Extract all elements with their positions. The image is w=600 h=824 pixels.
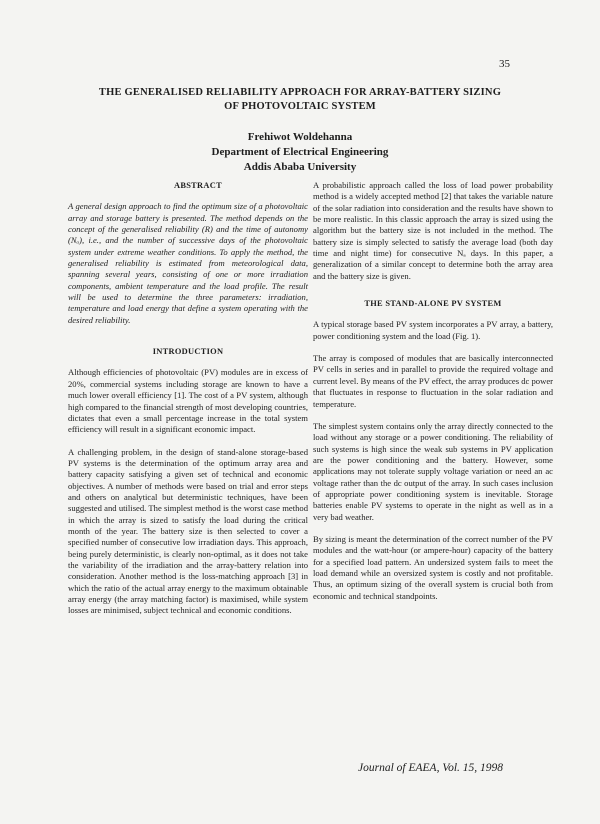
right-column — [313, 180, 553, 613]
introduction-paragraph-1: Although efficiencies of photovoltaic (PV) modules are in excess of 20%, commercial systems including storage are known to have a much lower overall efficiency [1]. The cost of a PV system, although high compared to the financial strength of most developing countries, dictates that even a small percentage increase in the total system efficiency will result in a significant economic impact. — [68, 367, 308, 435]
author-department: Department of Electrical Engineering — [211, 146, 389, 158]
standalone-paragraph-3: The simplest system contains only the array directly connected to the load without any storage or a power conditioning. The reliability of such systems is high since the weak sub systems in PV application are the power conditioning and the battery. However, some applications may not tolerate supply voltage variation or need an ac voltage rather than the dc output of the array. In such cases inclusion of appropriate power conditioning system is inevitable. Storage batteries enable PV systems to operate in the night as well as in a very bad weather. — [313, 420, 553, 522]
author-block — [100, 130, 500, 175]
paper-title — [40, 86, 560, 114]
abstract-text: A general design approach to find the optimum size of a photovoltaic array and storage battery is presented. The method depends on the concept of the generalised reliability (R) and the time of autonomy (Nₐ), i.e., and the number of successive days of the photovoltaic system under extreme weather conditions. To apply the method, the generalised reliability is estimated from meteorological data, spanning several years, consisting of one or more irradiation components, ambient temperature and the load profile. The result will be used to determine the three parameters: irradiation, temperature and load energy that define a system operating with the desired reliability. — [68, 201, 308, 325]
journal-footer: Journal of EAEA, Vol. 15, 1998 — [358, 762, 504, 774]
standalone-paragraph-4: By sizing is meant the determination of the correct number of the PV modules and the watt-hour (or ampere-hour) capacity of the battery for a specified load pattern. An undersized system fails to meet the load demand while an oversized system is costly and not profitable. Thus, an optimum sizing of the overall system is crucial both from economic and technical standpoints. — [313, 533, 553, 601]
standalone-heading: THE STAND-ALONE PV SYSTEM — [364, 299, 502, 309]
author-name: Frehiwot Woldehanna — [247, 131, 353, 143]
title-line-2: OF PHOTOVOLTAIC SYSTEM — [224, 101, 376, 112]
page-number: 35 — [499, 58, 510, 70]
title-line-1: THE GENERALISED RELIABILITY APPROACH FOR ARRAY-BATTERY SIZING — [98, 87, 502, 98]
author-university: Addis Ababa University — [243, 161, 357, 173]
introduction-heading: INTRODUCTION — [152, 347, 224, 357]
probabilistic-approach-paragraph: A probabilistic approach called the loss of load power probability method is a widely accepted method [2] that takes the variable nature of the solar radiation into consideration and the results have shown to be more realistic. In this classic approach the array is sized using the algorithm but the battery size is not included in the method. The battery size is simply selected to satisfy the average load (both day time and night time) for consecutive Nₐ days. In this paper, a generalization of a similar concept to determine both the array area and the battery size is given. — [313, 180, 553, 281]
standalone-paragraph-2: The array is composed of modules that are basically interconnected PV cells in series and in parallel to provide the required voltage and current level. By means of the PV effect, the array produces dc power that fluctuates in response to fluctuation in the solar radiation and temperature. — [313, 353, 553, 409]
left-column — [68, 180, 308, 628]
abstract-heading: ABSTRACT — [173, 181, 222, 190]
introduction-paragraph-2: A challenging problem, in the design of stand-alone storage-based PV systems is the determination of the optimum array area and battery capacity satisfying a given set of technical and economic objectives. A number of methods were based on trial and error steps and others on analytical but deterministic techniques, have been suggested and utilised. The simplest method is the worst case method in which the array is sized to satisfy the load during the critical month of the year. The battery size is then selected to cover a specified number of consecutive low irradiation days. This approach, being purely deterministic, is clearly non-optimal, as it does not take the variability of the irradiation and the array-battery relation into consideration. Another method is the loss-matching approach [3] in which the ratio of the actual array energy to the maximum obtainable array energy (the array matching factor) is maximised, while system losses are minimised, subject technical and economic conditions. — [68, 446, 308, 616]
standalone-paragraph-1: A typical storage based PV system incorporates a PV array, a battery, power conditioning system and the load (Fig. 1). — [313, 319, 553, 341]
